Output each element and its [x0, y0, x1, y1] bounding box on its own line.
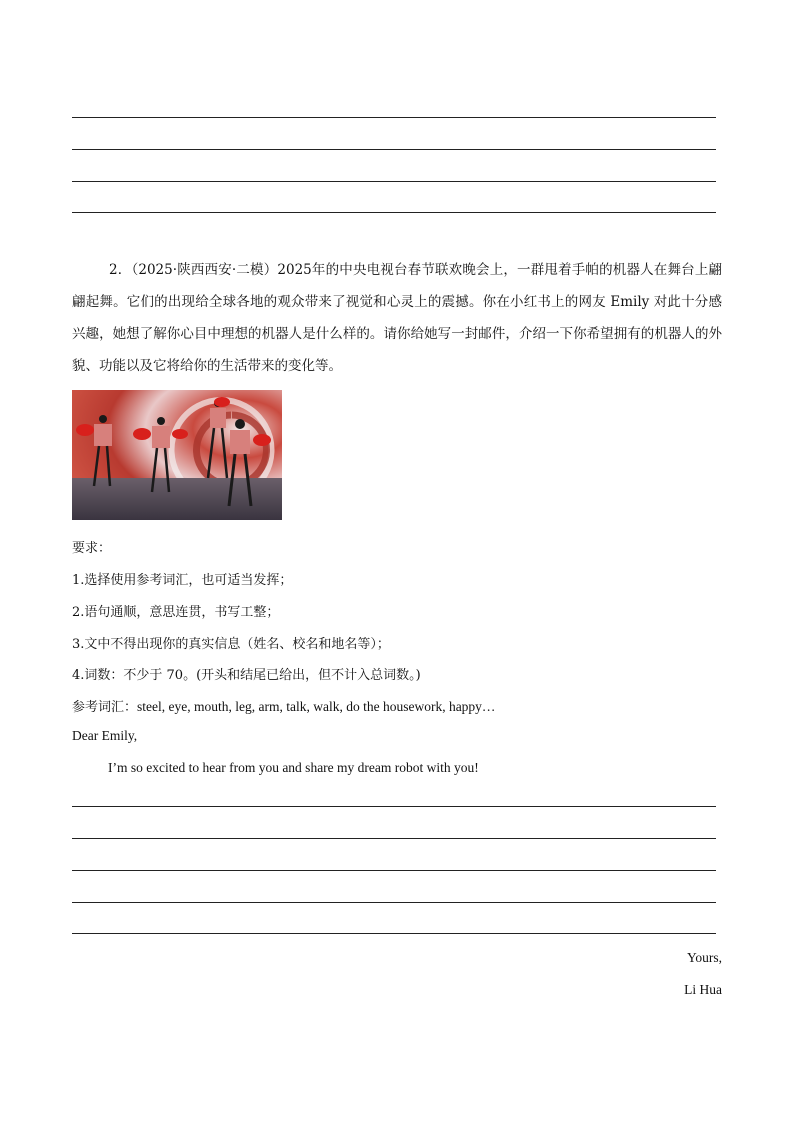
writing-line	[72, 902, 716, 903]
requirement-item: 2.语句通顺，意思连贯，书写工整；	[72, 605, 280, 620]
writing-line	[72, 806, 716, 807]
letter-opening: I’m so excited to hear from you and share my dream robot with you!	[108, 760, 479, 775]
requirement-item: 1.选择使用参考词汇，也可适当发挥；	[72, 573, 293, 588]
answer-line	[72, 117, 716, 118]
writing-line	[72, 838, 716, 839]
reference-words	[72, 696, 495, 715]
letter-greeting: Dear Emily,	[72, 728, 138, 743]
letter-signature: Li Hua	[684, 982, 722, 997]
answer-line	[72, 212, 716, 213]
robots-dancing-photo	[72, 390, 282, 520]
writing-line	[72, 870, 716, 871]
answer-line	[72, 149, 716, 150]
question-prompt	[72, 254, 722, 382]
reference-list: steel, eye, mouth, leg, arm, talk, walk, do the housework, happy…	[137, 699, 496, 714]
requirement-item: 3.文中不得出现你的真实信息（姓名、校名和地名等）；	[72, 637, 390, 652]
question-source: （2025·陕西西安·二模）	[131, 262, 278, 278]
reference-label: 参考词汇：	[72, 700, 138, 715]
question-number: 2．	[109, 262, 132, 278]
requirements-heading: 要求：	[72, 541, 112, 556]
answer-line	[72, 181, 716, 182]
writing-line	[72, 933, 716, 934]
question-text: 2025年的中央电视台春节联欢晚会上，一群甩着手帕的机器人在舞台上翩翩起舞。它们的出现给全球各地的观众带来了视觉和心灵上的震撼。你在小红书上的网友 Emily 对此十分感兴趣，她想了解你心目中理想的机器人是什么样的。请你给她写一封邮件，介绍一下你希望拥有的机器人的外貌、功能以及它将给你的生活带来的变化等。	[72, 262, 722, 374]
requirement-item: 4.词数：不少于 70。(开头和结尾已给出，但不计入总词数。)	[72, 668, 421, 683]
letter-closing: Yours,	[686, 950, 722, 965]
